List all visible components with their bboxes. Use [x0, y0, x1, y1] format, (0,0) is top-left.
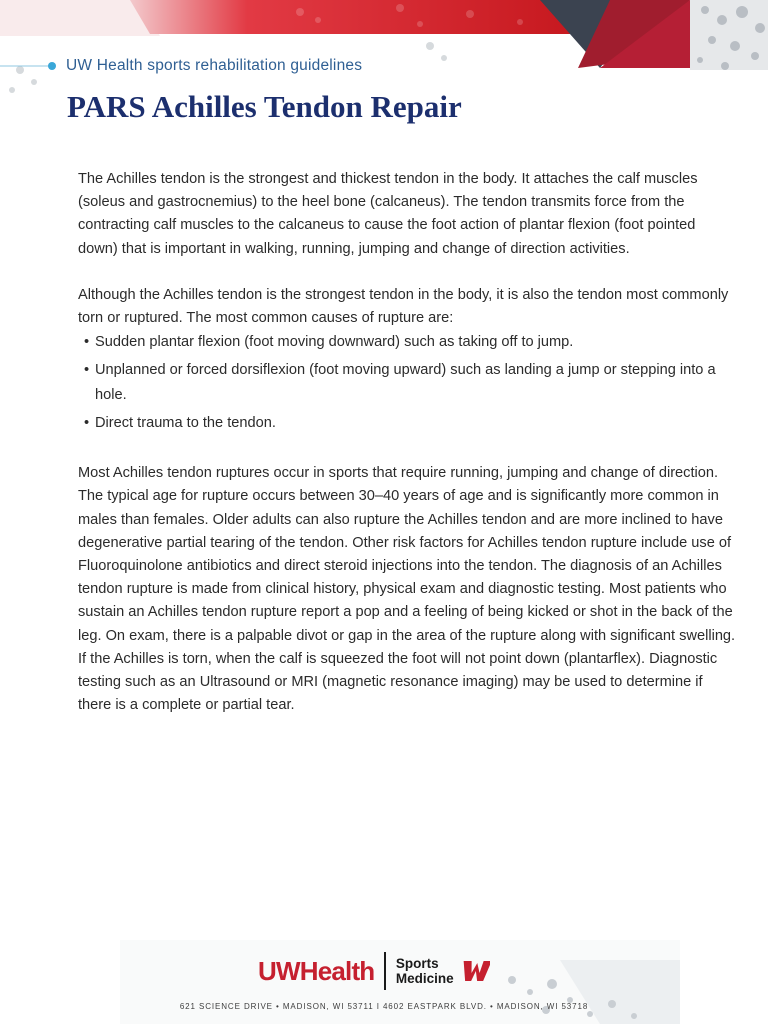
logo-divider	[384, 952, 386, 990]
list-item: • Direct trauma to the tendon.	[78, 411, 738, 436]
list-item: • Unplanned or forced dorsiflexion (foot moving upward) such as landing a jump or stepping into a hole.	[78, 358, 738, 408]
paragraph-epidemiology: Most Achilles tendon ruptures occur in sports that require running, jumping and change of direction. The typical age for rupture occurs between 30–40 years of age and is significantly more common in males than females. Older adults can also rupture the Achilles tendon and are more inclined to have degenerative partial tearing of the tendon. Other risk factors for Achilles tendon rupture include use of Fluoroquinolone antibiotics and direct steroid injections into the tendon. The diagnosis of an Achilles tendon rupture is made from clinical history, physical exam and diagnostic testing. Most patients who sustain an Achilles tendon rupture report a pop and a feeling of being kicked or shot in the back of the leg. On exam, there is a palpable divot or gap in the area of the rupture along with significant swelling. If the Achilles is torn, when the calf is squeezed the foot will not point down (plantarflex). Diagnostic testing such as an Ultrasound or MRI (magnetic resonance imaging) may be used to determine if there is a complete or partial tear.	[78, 465, 736, 714]
paragraph-intro: The Achilles tendon is the strongest and thickest tendon in the body. It attaches the calf muscles (soleus and gastrocnemius) to the heel bone (calcaneus). The tendon transmits force from the contracting calf muscles to the calcaneus to cause the foot action of plantar flexion (foot pointed down) that is important in walking, running, jumping and change of direction activities.	[78, 171, 698, 257]
motion-w-logo-icon	[460, 959, 490, 983]
bullet-dot-icon	[48, 62, 56, 70]
footer-logo	[258, 950, 490, 992]
page-title: PARS Achilles Tendon Repair	[67, 89, 462, 124]
header-banner-art	[0, 0, 768, 100]
document-body	[78, 168, 738, 717]
causes-list	[78, 330, 738, 436]
list-item: • Sudden plantar flexion (foot moving downward) such as taking off to jump.	[78, 330, 738, 355]
sports-medicine-label: Sports Medicine	[395, 956, 454, 986]
series-header	[48, 54, 362, 78]
series-label: UW Health sports rehabilitation guidelines	[66, 57, 363, 74]
uwhealth-logo: UWHealth	[258, 955, 375, 986]
paragraph-causes: Although the Achilles tendon is the strongest tendon in the body, it is also the tendon most commonly torn or ruptured. The most common causes of rupture are:	[78, 286, 729, 327]
footer-address: 621 SCIENCE DRIVE • MADISON, WI 53711 I 4602 EASTPARK BLVD. • MADISON, WI 53718	[179, 1002, 589, 1011]
